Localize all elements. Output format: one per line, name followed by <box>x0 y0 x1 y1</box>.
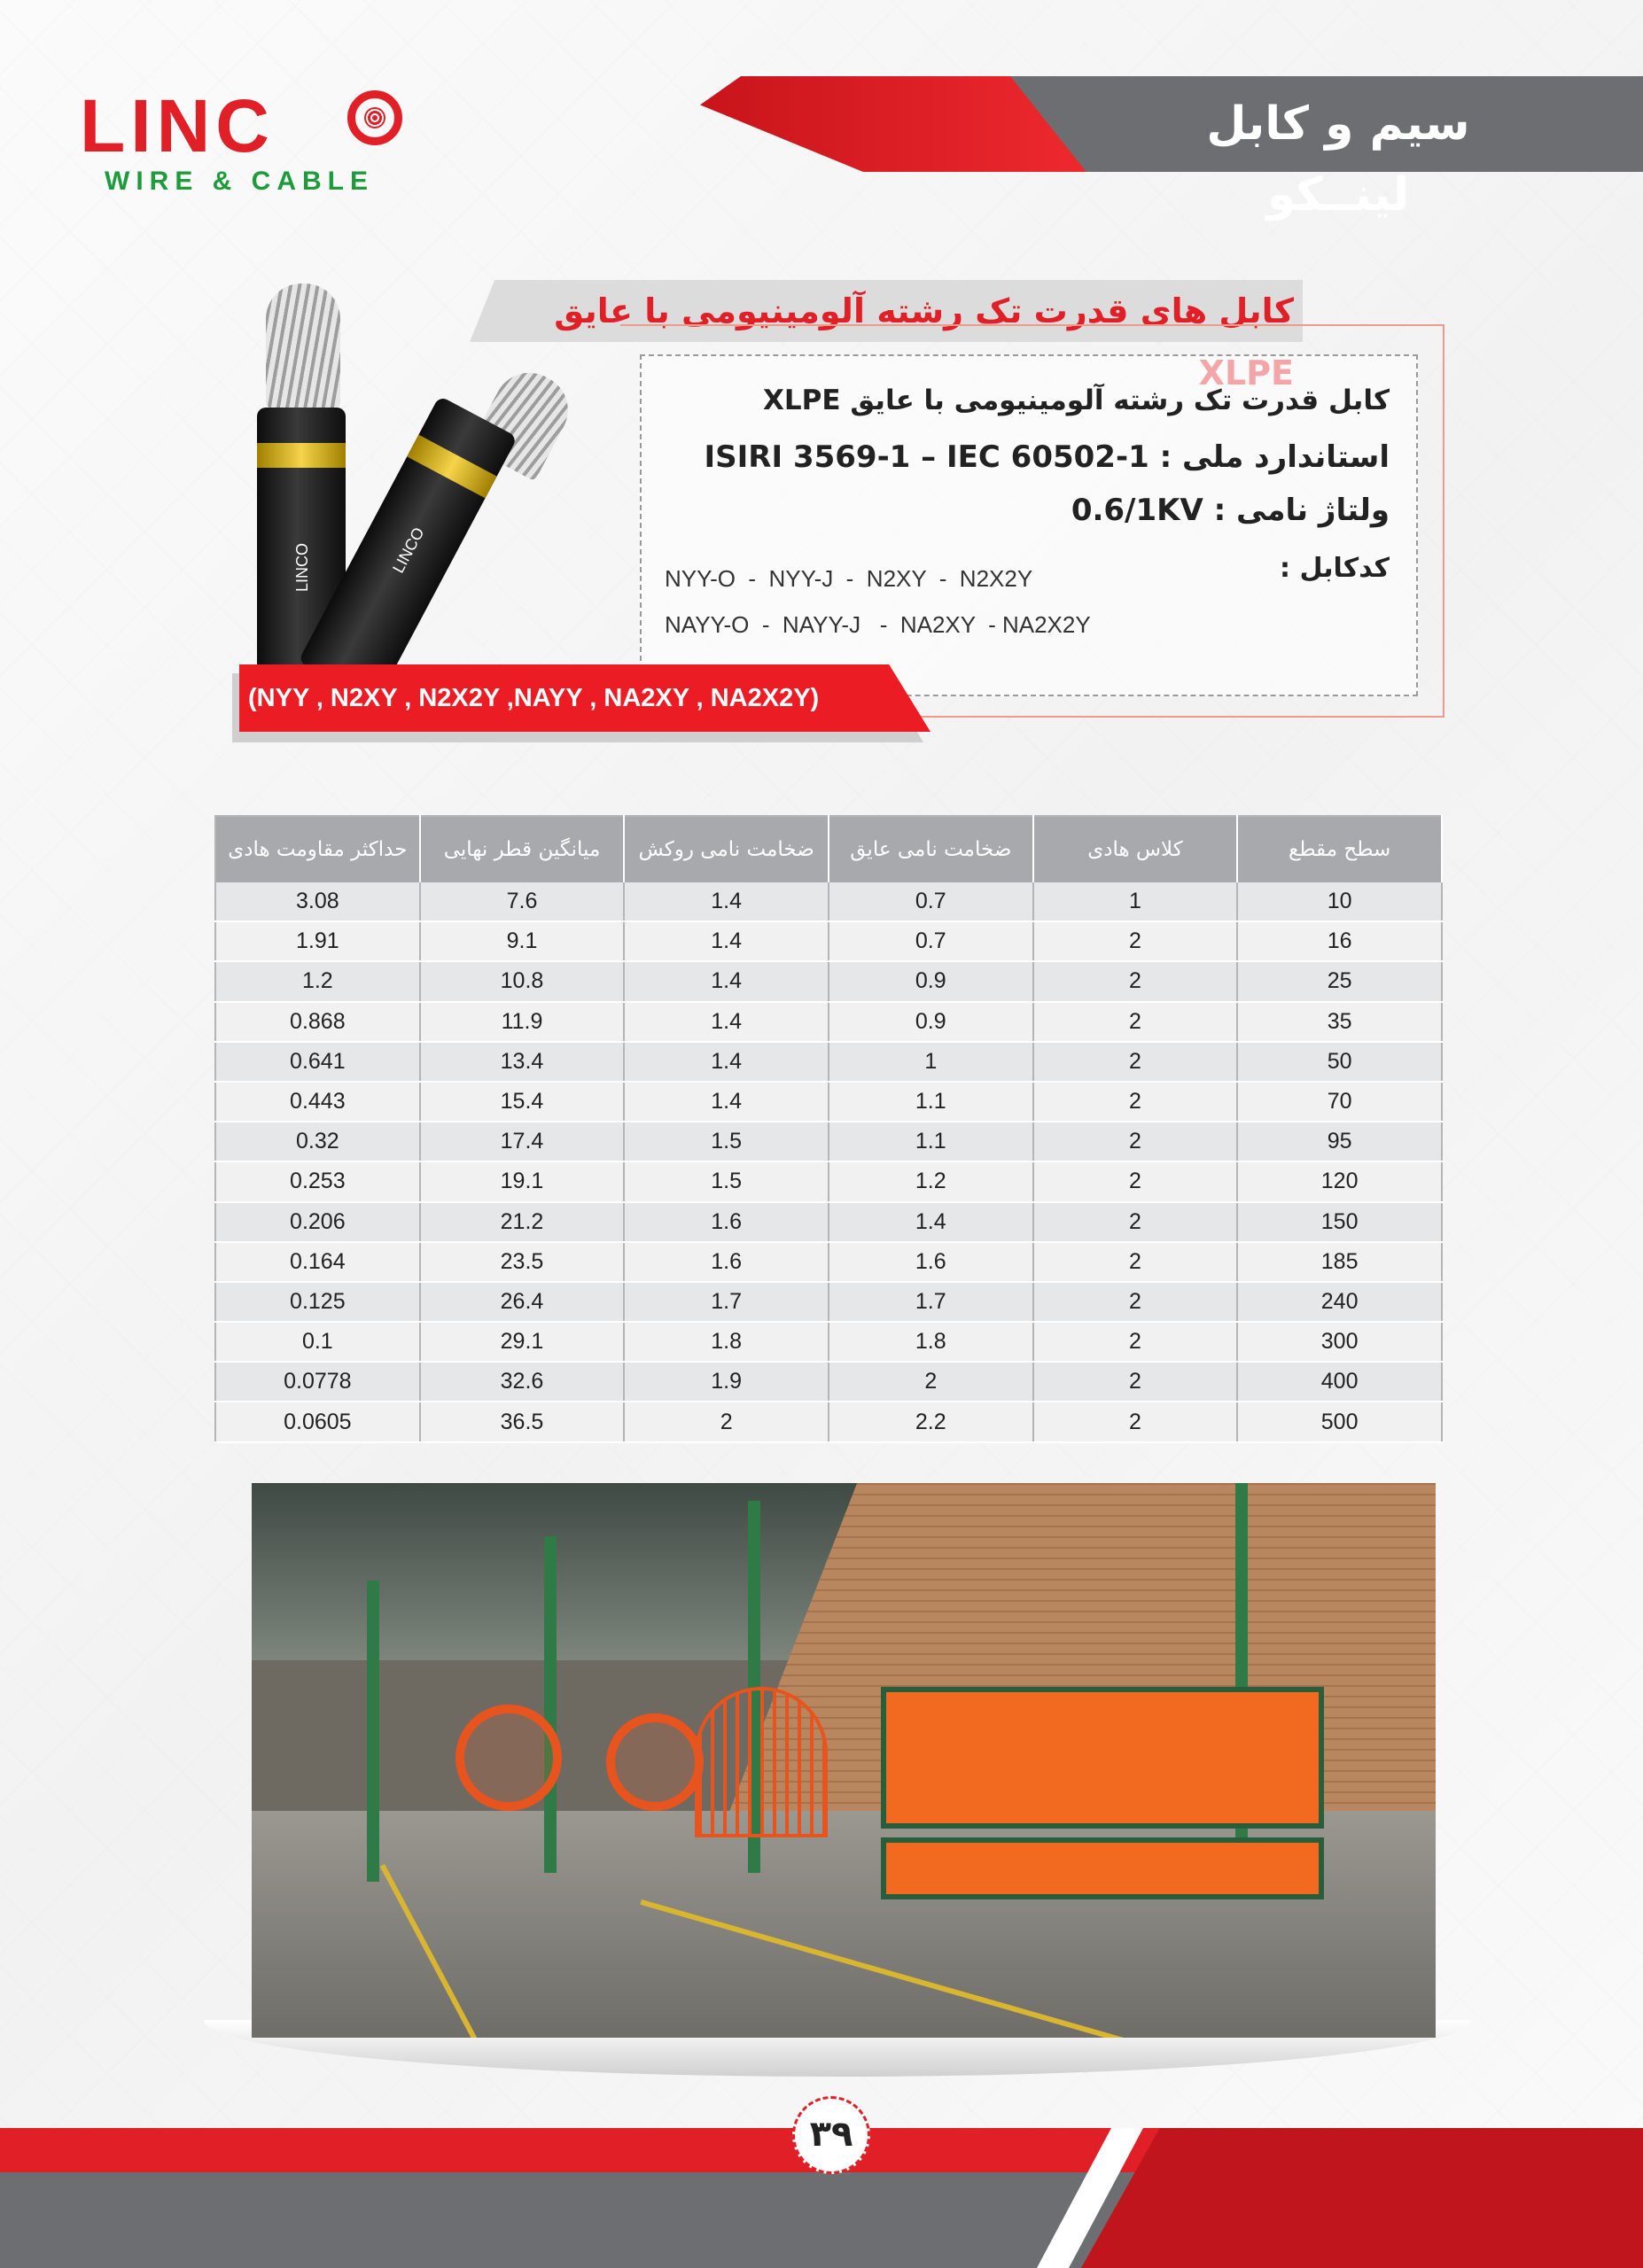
cell-max-resistance: 0.868 <box>215 1002 420 1042</box>
cell-conductor-class: 2 <box>1033 1042 1238 1082</box>
cell-max-resistance: 0.1 <box>215 1322 420 1362</box>
aluminium-conductor-1 <box>266 284 340 408</box>
voltage-line: ولتاژ نامی : 0.6/1KV <box>1071 493 1390 528</box>
cell-max-resistance: 0.125 <box>215 1282 420 1322</box>
section-title: کابل های قدرت تک رشته آلومینیومی با عایق <box>554 291 1294 330</box>
standard-line: استاندارد ملی : ISIRI 3569-1 – IEC 60502-1 <box>704 439 1390 475</box>
cable-drum <box>606 1713 704 1811</box>
header-sheath-thickness: ضخامت نامی روکش <box>624 816 829 882</box>
cell-conductor-class: 2 <box>1033 1322 1238 1362</box>
cell-conductor-class: 2 <box>1033 1242 1238 1282</box>
cell-insulation-thickness: 1.1 <box>829 1122 1033 1161</box>
table-row <box>215 1402 1442 1441</box>
cell-conductor-class: 1 <box>1033 882 1238 921</box>
cell-conductor-class: 2 <box>1033 1282 1238 1322</box>
cell-insulation-thickness: 1.4 <box>829 1202 1033 1242</box>
stranding-cage <box>695 1687 828 1837</box>
cell-insulation-thickness: 0.7 <box>829 921 1033 961</box>
cell-cross-section: 150 <box>1237 1202 1442 1242</box>
cell-conductor-class: 2 <box>1033 1082 1238 1122</box>
cell-conductor-class: 2 <box>1033 921 1238 961</box>
cell-insulation-thickness: 2.2 <box>829 1402 1033 1441</box>
cell-insulation-thickness: 1.1 <box>829 1082 1033 1122</box>
table-row <box>215 921 1442 961</box>
cell-insulation-thickness: 1.2 <box>829 1161 1033 1201</box>
cell-max-resistance: 0.164 <box>215 1242 420 1282</box>
cell-outer-diameter: 19.1 <box>420 1161 625 1201</box>
steel-column <box>367 1581 379 1882</box>
cell-max-resistance: 0.443 <box>215 1082 420 1122</box>
factory-photo <box>252 1483 1436 2038</box>
table-row <box>215 882 1442 921</box>
cable-codes-row-2: NAYY-O - NAYY-J - NA2XY - NA2X2Y <box>665 611 1091 638</box>
cell-cross-section: 500 <box>1237 1402 1442 1441</box>
cell-outer-diameter: 36.5 <box>420 1402 625 1441</box>
cell-insulation-thickness: 1.6 <box>829 1242 1033 1282</box>
table-row <box>215 1082 1442 1122</box>
cell-conductor-class: 2 <box>1033 1002 1238 1042</box>
cell-outer-diameter: 26.4 <box>420 1282 625 1322</box>
cell-outer-diameter: 15.4 <box>420 1082 625 1122</box>
cell-conductor-class: 2 <box>1033 1402 1238 1441</box>
cell-sheath-thickness: 1.8 <box>624 1322 829 1362</box>
header-title: سیم و کابل لینــکو <box>1206 97 1470 221</box>
header-outer-diameter: میانگین قطر نهایی <box>420 816 625 882</box>
cell-cross-section: 10 <box>1237 882 1442 921</box>
cable-drum <box>456 1705 562 1811</box>
header-max-resistance: حداکثر مقاومت هادی <box>215 816 420 882</box>
cell-outer-diameter: 9.1 <box>420 921 625 961</box>
cell-outer-diameter: 32.6 <box>420 1362 625 1402</box>
cell-sheath-thickness: 1.5 <box>624 1122 829 1161</box>
logo-subtitle: WIRE & CABLE <box>105 167 374 196</box>
cable-label-2: LINCO <box>389 524 428 576</box>
header-cross-section: سطح مقطع <box>1237 816 1442 882</box>
cable-codes-row-1: NYY-O - NYY-J - N2XY - N2X2Y <box>665 565 1033 592</box>
cell-max-resistance: 3.08 <box>215 882 420 921</box>
cell-outer-diameter: 23.5 <box>420 1242 625 1282</box>
table-row <box>215 1242 1442 1282</box>
cell-sheath-thickness: 1.4 <box>624 882 829 921</box>
cell-cross-section: 400 <box>1237 1362 1442 1402</box>
cell-sheath-thickness: 1.4 <box>624 1082 829 1122</box>
cell-outer-diameter: 13.4 <box>420 1042 625 1082</box>
cell-outer-diameter: 11.9 <box>420 1002 625 1042</box>
cell-insulation-thickness: 2 <box>829 1362 1033 1402</box>
header-conductor-class: کلاس هادی <box>1033 816 1238 882</box>
footer-dark-red-band <box>1081 2128 1643 2268</box>
cell-outer-diameter: 17.4 <box>420 1122 625 1161</box>
info-box <box>640 354 1418 696</box>
table-row <box>215 1122 1442 1161</box>
steel-column <box>544 1536 557 1873</box>
cell-cross-section: 300 <box>1237 1322 1442 1362</box>
cell-outer-diameter: 29.1 <box>420 1322 625 1362</box>
cell-sheath-thickness: 1.4 <box>624 921 829 961</box>
cell-cross-section: 95 <box>1237 1122 1442 1161</box>
cell-sheath-thickness: 1.5 <box>624 1161 829 1201</box>
cell-sheath-thickness: 1.9 <box>624 1362 829 1402</box>
cell-conductor-class: 2 <box>1033 1362 1238 1402</box>
cell-sheath-thickness: 1.4 <box>624 1042 829 1082</box>
cell-outer-diameter: 7.6 <box>420 882 625 921</box>
cell-cross-section: 185 <box>1237 1242 1442 1282</box>
codes-ribbon-text: (NYY , N2XY , N2X2Y ,NAYY , NA2XY , NA2X2Y) <box>248 684 820 712</box>
table-row <box>215 1002 1442 1042</box>
table-header-row <box>215 816 1442 882</box>
cell-insulation-thickness: 0.9 <box>829 961 1033 1001</box>
table-row <box>215 1282 1442 1322</box>
cell-max-resistance: 0.641 <box>215 1042 420 1082</box>
cell-insulation-thickness: 0.9 <box>829 1002 1033 1042</box>
table-row <box>215 1362 1442 1402</box>
logo-wordmark: LINC <box>80 84 275 167</box>
linco-logo <box>80 84 417 196</box>
cell-outer-diameter: 10.8 <box>420 961 625 1001</box>
cell-sheath-thickness: 1.4 <box>624 1002 829 1042</box>
cell-conductor-class: 2 <box>1033 1122 1238 1161</box>
table-row <box>215 1202 1442 1242</box>
table-row <box>215 1161 1442 1201</box>
cell-conductor-class: 2 <box>1033 961 1238 1001</box>
cable-specs-table <box>214 815 1443 1443</box>
cell-outer-diameter: 21.2 <box>420 1202 625 1242</box>
cell-max-resistance: 1.2 <box>215 961 420 1001</box>
cell-cross-section: 120 <box>1237 1161 1442 1201</box>
cell-max-resistance: 0.0605 <box>215 1402 420 1441</box>
cell-max-resistance: 0.253 <box>215 1161 420 1201</box>
cell-cross-section: 240 <box>1237 1282 1442 1322</box>
orange-machine-upper <box>881 1687 1324 1829</box>
cell-insulation-thickness: 1.8 <box>829 1322 1033 1362</box>
header-insulation-thickness: ضخامت نامی عایق <box>829 816 1033 882</box>
cell-cross-section: 50 <box>1237 1042 1442 1082</box>
product-description: کابل قدرت تک رشته آلومینیومی با عایق XLPE <box>763 384 1390 416</box>
cell-sheath-thickness: 1.4 <box>624 961 829 1001</box>
cell-conductor-class: 2 <box>1033 1202 1238 1242</box>
cell-max-resistance: 0.32 <box>215 1122 420 1161</box>
cell-max-resistance: 0.0778 <box>215 1362 420 1402</box>
cell-max-resistance: 0.206 <box>215 1202 420 1242</box>
cell-sheath-thickness: 2 <box>624 1402 829 1441</box>
cable-label-1: LINCO <box>293 542 312 593</box>
page-number: ۳۹ <box>792 2096 870 2174</box>
cable-code-label: کدکابل : <box>1280 553 1390 584</box>
cell-cross-section: 35 <box>1237 1002 1442 1042</box>
table-row <box>215 1042 1442 1082</box>
cell-sheath-thickness: 1.6 <box>624 1242 829 1282</box>
cell-sheath-thickness: 1.7 <box>624 1282 829 1322</box>
cell-insulation-thickness: 1 <box>829 1042 1033 1082</box>
table-row <box>215 961 1442 1001</box>
logo-cable-ring-icon <box>347 90 402 145</box>
cell-cross-section: 16 <box>1237 921 1442 961</box>
cell-insulation-thickness: 1.7 <box>829 1282 1033 1322</box>
orange-machine-lower <box>881 1837 1324 1899</box>
cell-insulation-thickness: 0.7 <box>829 882 1033 921</box>
table-row <box>215 1322 1442 1362</box>
cell-sheath-thickness: 1.6 <box>624 1202 829 1242</box>
cell-max-resistance: 1.91 <box>215 921 420 961</box>
cell-cross-section: 70 <box>1237 1082 1442 1122</box>
cell-conductor-class: 2 <box>1033 1161 1238 1201</box>
cell-cross-section: 25 <box>1237 961 1442 1001</box>
